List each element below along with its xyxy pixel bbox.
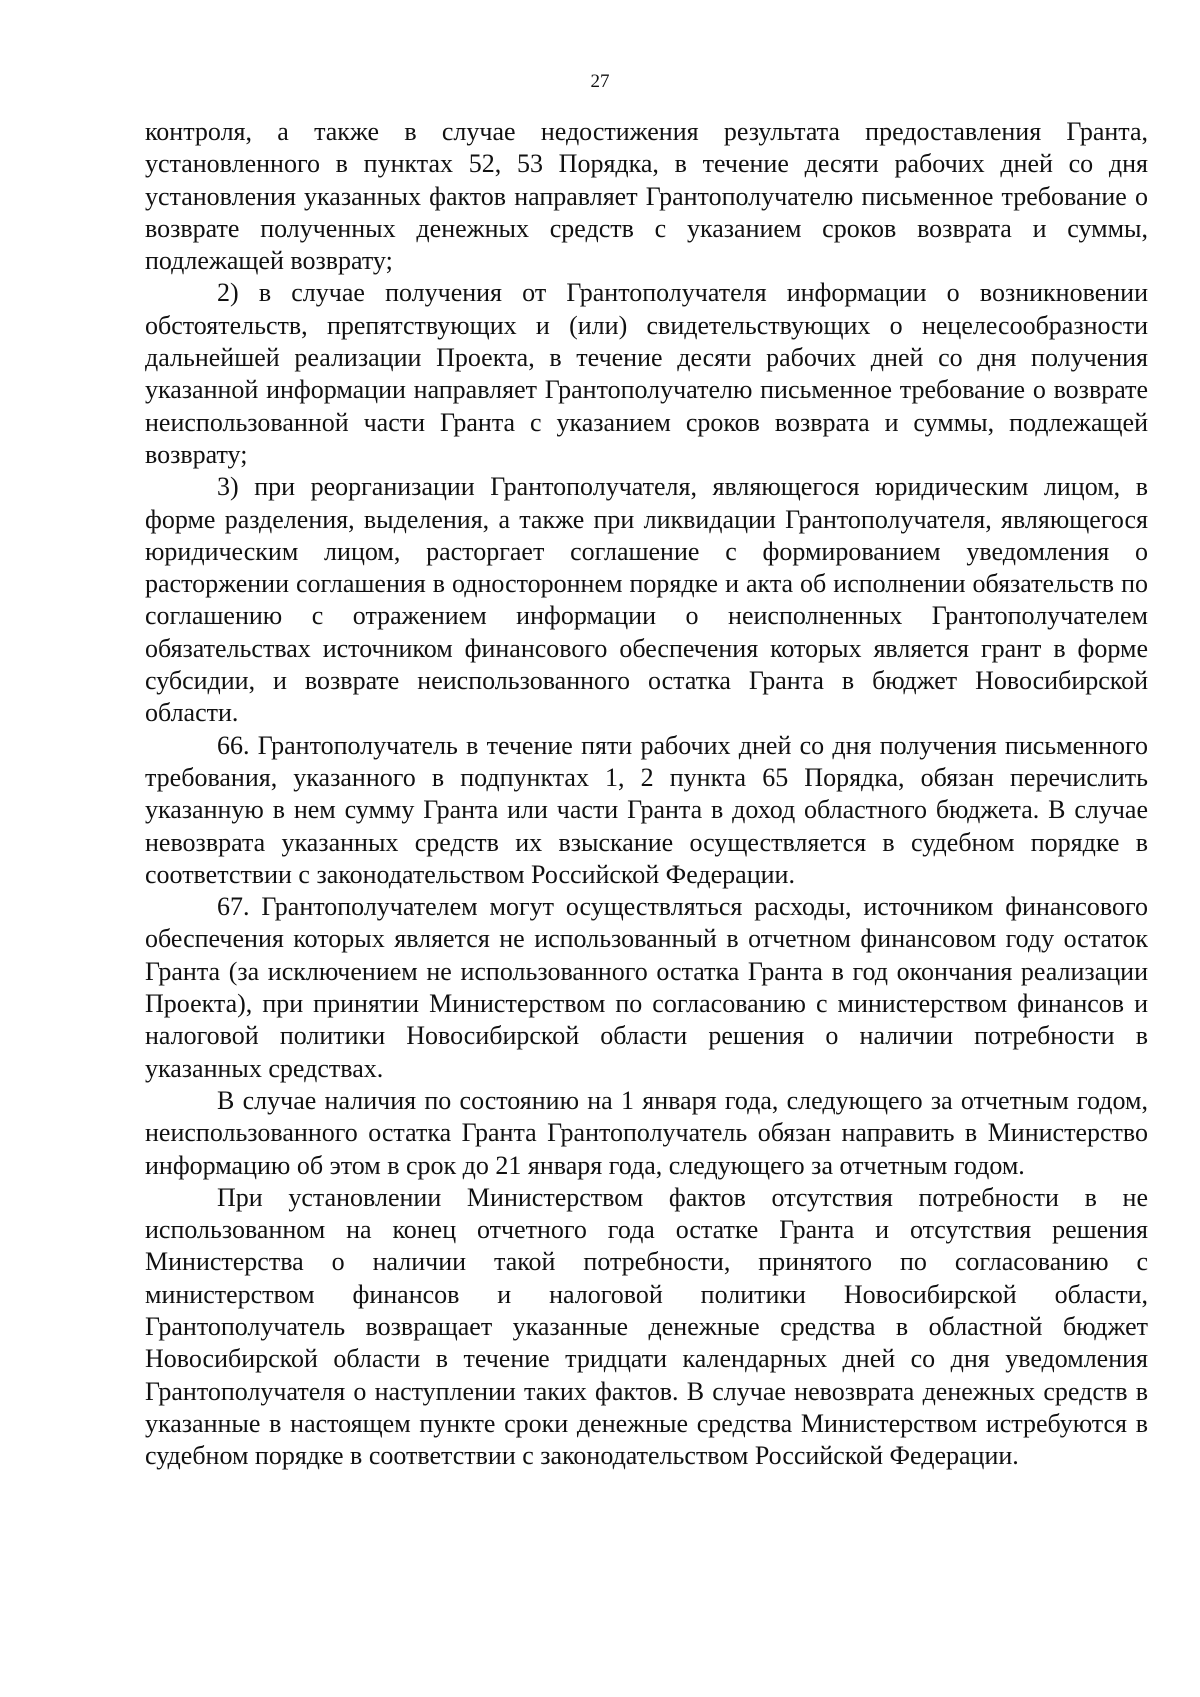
paragraph-subitem-2: 2) в случае получения от Грантополучателя информации о возникновении обстоятельств, препятствующих и (или) свидетельствующих о нецелесообразности дальнейшей реализации Проекта, в течение десяти рабочих дней со дня получения указанной информации направляет Грантополучателю письменное требование о возврате неиспользованной части Гранта с указанием сроков возврата и суммы, подлежащей возврату; [145, 278, 1148, 469]
paragraph-subitem-3: 3) при реорганизации Грантополучателя, являющегося юридическим лицом, в форме разделения, выделения, а также при ликвидации Грантополучателя, являющегося юридическим лицом, расторгает соглашение с формированием уведомления о расторжении соглашения в одностороннем порядке и акта об исполнении обязательств по соглашению с отражением информации о неисполненных Грантополучателем обязательствах источником финансового обеспечения которых является грант в форме субсидии, и возврате неиспользованного остатка Гранта в бюджет Новосибирской области. [145, 472, 1148, 728]
paragraph-item-66: 66. Грантополучатель в течение пяти рабочих дней со дня получения письменного требования, указанного в подпунктах 1, 2 пункта 65 Порядка, обязан перечислить указанную в нем сумму Гранта или части Гранта в доход областного бюджета. В случае невозврата указанных средств их взыскание осуществляется в судебном порядке в соответствии с законодательством Российской Федерации. [145, 730, 1148, 889]
paragraph-refund-procedure: При установлении Министерством фактов отсутствия потребности в не использованном на конец отчетного года остатке Гранта и отсутствия решения Министерства о наличии такой потребности, принятого по согласованию с министерством финансов и налоговой политики Новосибирской области, Грантополучатель возвращает указанные денежные средства в областной бюджет Новосибирской области в течение тридцати календарных дней со дня уведомления Грантополучателя о наступлении таких фактов. В случае невозврата денежных средств в указанные в настоящем пункте сроки денежные средства Министерством истребуются в судебном порядке в соответствии с законодательством Российской Федерации. [145, 1182, 1148, 1471]
paragraph-continuation: контроля, а также в случае недостижения результата предоставления Гранта, установленного в пунктах 52, 53 Порядка, в течение десяти рабочих дней со дня установления указанных фактов направляет Грантополучателю письменное требование о возврате полученных денежных средств с указанием сроков возврата и суммы, подлежащей возврату; [145, 117, 1148, 276]
paragraph-item-67: 67. Грантополучателем могут осуществляться расходы, источником финансового обеспечения которых является не использованный в отчетном финансовом году остаток Гранта (за исключением не использованного остатка Гранта в год окончания реализации Проекта), при принятии Министерством по согласованию с министерством финансов и налоговой политики Новосибирской области решения о наличии потребности в указанных средствах. [145, 892, 1148, 1083]
document-body [145, 116, 1148, 1472]
paragraph-unused-balance-notice: В случае наличия по состоянию на 1 января года, следующего за отчетным годом, неиспользованного остатка Гранта Грантополучатель обязан направить в Министерство информацию об этом в срок до 21 января года, следующего за отчетным годом. [145, 1085, 1148, 1180]
page-number: 27 [590, 71, 610, 92]
